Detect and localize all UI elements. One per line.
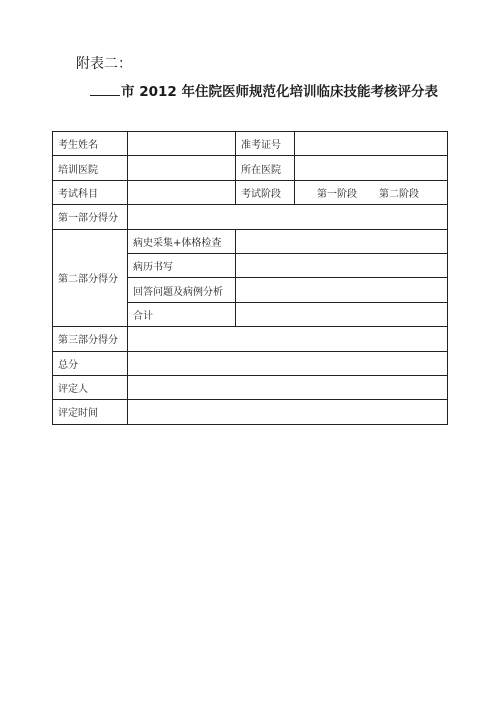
part2-item-record-writing: 病历书写 <box>128 253 236 277</box>
part2-questions-analysis-score[interactable] <box>236 278 448 302</box>
part3-score-label: 第三部分得分 <box>53 327 128 351</box>
table-row <box>53 351 448 375</box>
table-row <box>53 400 448 424</box>
part2-item-history-exam: 病史采集+体格检查 <box>128 229 236 253</box>
candidate-name-label: 考生姓名 <box>53 132 128 156</box>
part2-history-exam-score[interactable] <box>236 229 448 253</box>
table-row <box>53 132 448 156</box>
part2-subtotal-score[interactable] <box>236 302 448 326</box>
city-blank-line[interactable] <box>90 83 120 96</box>
table-row <box>53 327 448 351</box>
exam-number-field[interactable] <box>295 132 448 156</box>
table-row <box>53 229 448 253</box>
part1-score-label: 第一部分得分 <box>53 205 128 229</box>
score-sheet-table <box>52 131 448 425</box>
exam-stage-options <box>295 180 448 204</box>
table-row <box>53 180 448 204</box>
evaluator-label: 评定人 <box>53 375 128 399</box>
location-hospital-label: 所在医院 <box>236 156 295 180</box>
part1-score-field[interactable] <box>128 205 448 229</box>
table-row <box>53 375 448 399</box>
form-title <box>90 80 438 100</box>
part2-record-writing-score[interactable] <box>236 253 448 277</box>
exam-subject-label: 考试科目 <box>53 180 128 204</box>
appendix-label: 附表二： <box>76 56 132 72</box>
stage-option-first[interactable]: 第一阶段 <box>317 188 357 200</box>
form-title-text: 市 2012 年住院医师规范化培训临床技能考核评分表 <box>121 84 438 100</box>
training-hospital-label: 培训医院 <box>53 156 128 180</box>
table-row <box>53 205 448 229</box>
total-score-label: 总分 <box>53 351 128 375</box>
exam-number-label: 准考证号 <box>236 132 295 156</box>
part2-item-questions-analysis: 回答问题及病例分析 <box>128 278 236 302</box>
candidate-name-field[interactable] <box>128 132 236 156</box>
exam-stage-label: 考试阶段 <box>236 180 295 204</box>
table-row <box>53 156 448 180</box>
evaluator-field[interactable] <box>128 375 448 399</box>
part2-score-label: 第二部分得分 <box>53 229 128 327</box>
evaluation-time-field[interactable] <box>128 400 448 424</box>
total-score-field[interactable] <box>128 351 448 375</box>
part3-score-field[interactable] <box>128 327 448 351</box>
part2-item-subtotal: 合计 <box>128 302 236 326</box>
location-hospital-field[interactable] <box>295 156 448 180</box>
training-hospital-field[interactable] <box>128 156 236 180</box>
exam-subject-field[interactable] <box>128 180 236 204</box>
evaluation-time-label: 评定时间 <box>53 400 128 424</box>
stage-option-second[interactable]: 第二阶段 <box>379 188 419 200</box>
